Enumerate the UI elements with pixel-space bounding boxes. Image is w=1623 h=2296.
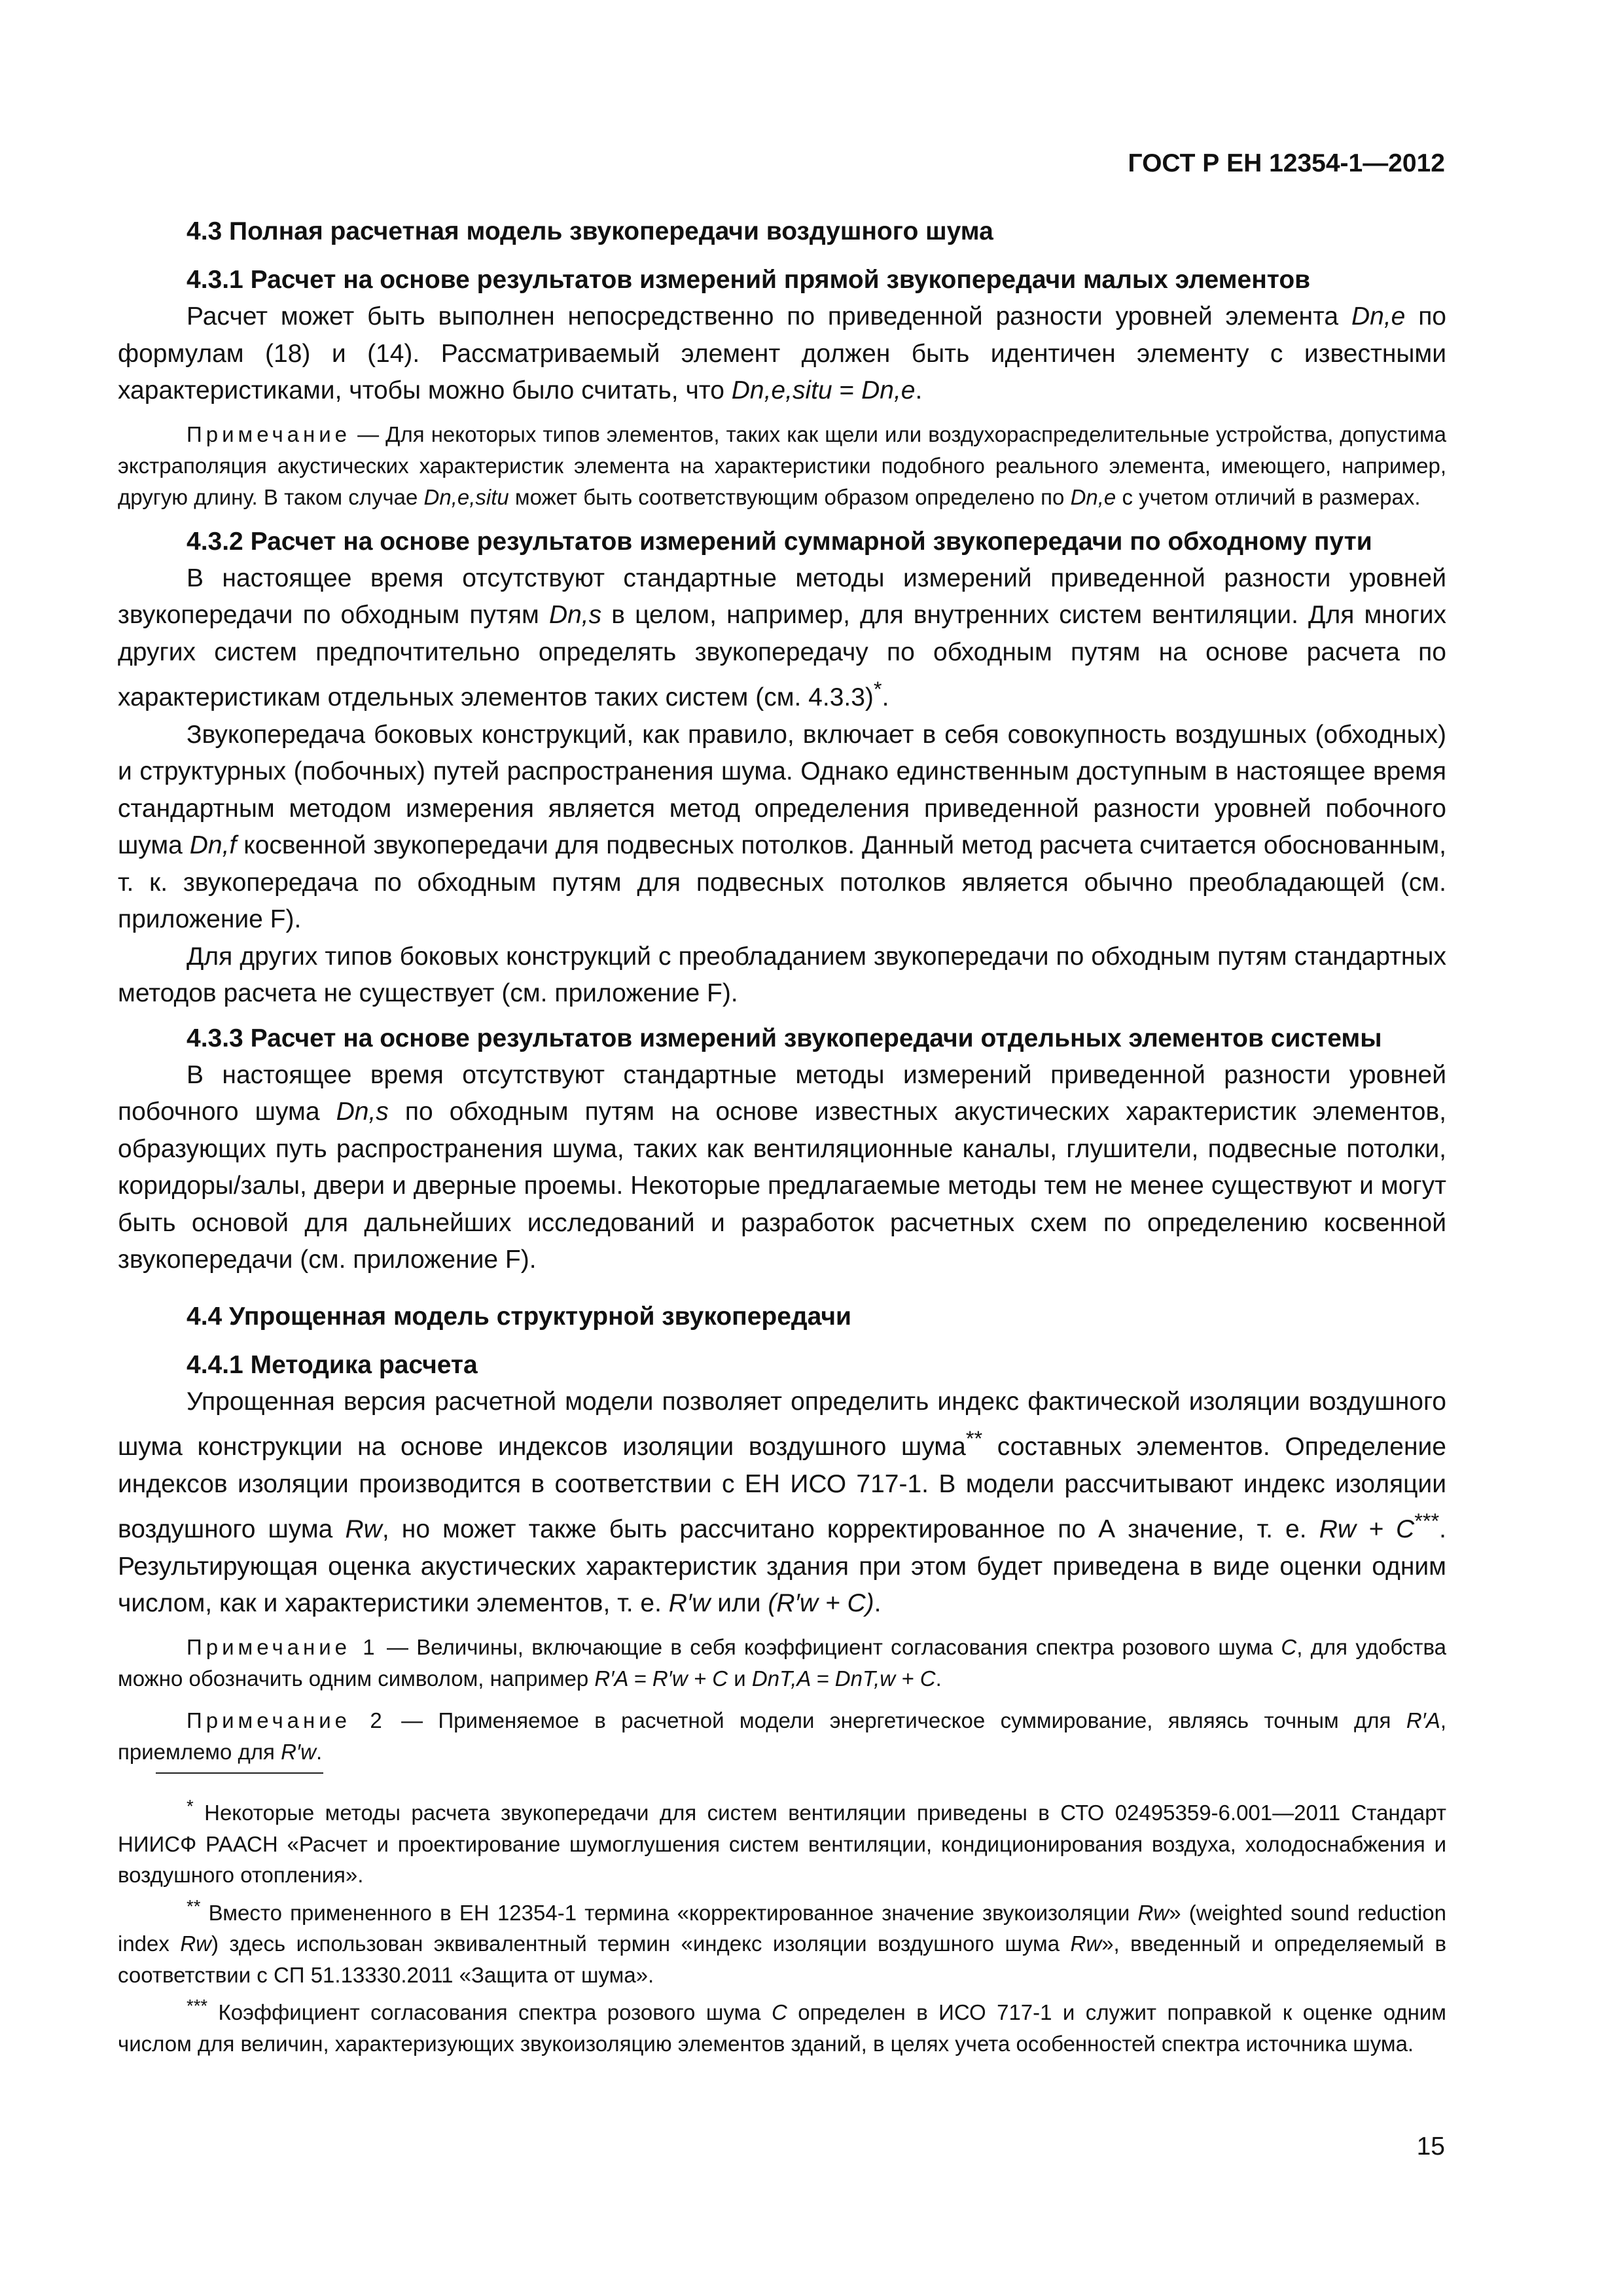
page-body: [118, 204, 1446, 1778]
page-number: 15: [1416, 2132, 1445, 2161]
paragraph: Расчет может быть выполнен непосредственно по приведенной разности уровней элемента Dn,e по формулам (18) и (14). Рассматриваемый элемент должен быть идентичен элементу с известными характеристиками, чтобы можно было считать, что Dn,e,situ = Dn,e.: [118, 302, 1446, 404]
note: Примечание 1 — Величины, включающие в себя коэффициент согласования спектра розового шума C, для удобства можно обозначить одним символом, например R′A = R′w + C и DnT,A = DnT,w + C.: [118, 1634, 1447, 1691]
footnote-mark: **: [965, 1427, 983, 1450]
footnote-mark: *: [873, 677, 882, 701]
note: Примечание 2 — Применяемое в расчетной модели энергетическое суммирование, являясь точным для R′A, приемлемо для R′w.: [118, 1708, 1447, 1764]
footnote: ** Вместо примененного в ЕН 12354-1 термина «корректированное значение звукоизоляции Rw» (weighted sound reduction index Rw) здесь использован эквивалентный термин «индекс изоляции воздушного шума Rw», введенный и определяемый в соответствии с СП 51.13330.2011 «Защита от шума».: [118, 1895, 1446, 1987]
section-4-3-2-title: 4.3.2 Расчет на основе результатов измерений суммарной звукопередачи по обходному пути: [187, 527, 1372, 556]
section-4-4-title: 4.4 Упрощенная модель структурной звукопередачи: [187, 1302, 852, 1331]
paragraph: В настоящее время отсутствуют стандартные методы измерений приведенной разности уровней звукопередачи по обходным путям Dn,s в целом, например, для внутренних систем вентиляции. Для многих других систем предпочтительно определять звукопередачу по обходным путям на основе расчета по характеристикам отдельных элементов таких систем (см. 4.3.3)*.: [118, 564, 1446, 711]
document-code: ГОСТ Р ЕН 12354-1—2012: [1128, 149, 1445, 177]
footnote-divider: [156, 1772, 323, 1774]
paragraph: Упрощенная версия расчетной модели позволяет определить индекс фактической изоляции воздушного шума конструкции на основе индексов изоляции воздушного шума** составных элементов. Определение индексов изоляции производится в соответствии с ЕН ИСО 717-1. В модели рассчитывают индекс изоляции воздушного шума Rw, но может также быть рассчитано корректированное по А значение, т. е. Rw + C***. Результирующая оценка акустических характеристик здания при этом будет приведена в виде оценки одним числом, как и характеристики элементов, т. е. R′w или (R′w + C).: [118, 1387, 1446, 1617]
paragraph: Звукопередача боковых конструкций, как правило, включает в себя совокупность воздушных (обходных) и структурных (побочных) путей распространения шума. Однако единственным доступным в настоящее время стандартным методом измерения является метод определения приведенной разности уровней побочного шума Dn,f косвенной звукопередачи для подвесных потолков. Данный метод расчета считается обоснованным, т. к. звукопередача по обходным путям для подвесных потолков является обычно преобладающей (см. приложение F).: [118, 720, 1446, 933]
section-4-3-title: 4.3 Полная расчетная модель звукопередачи воздушного шума: [187, 217, 993, 245]
footnote: *** Коэффициент согласования спектра розового шума C определен в ИСО 717-1 и служит поправкой к оценке одним числом для величин, характеризующих звукоизоляцию элементов зданий, в целях учета особенностей спектра источника шума.: [118, 1996, 1446, 2056]
paragraph: В настоящее время отсутствуют стандартные методы измерений приведенной разности уровней побочного шума Dn,s по обходным путям на основе известных акустических характеристик элементов, образующих путь распространения шума, таких как вентиляционные каналы, глушители, подвесные потолки, коридоры/залы, двери и дверные проемы. Некоторые предлагаемые методы тем не менее существуют и могут быть основой для дальнейших исследований и разработок расчетных схем по определению косвенной звукопередачи (см. приложение F).: [118, 1060, 1447, 1274]
note: Примечание — Для некоторых типов элементов, таких как щели или воздухораспределительные устройства, допустима экстраполяция акустических характеристик элемента на характеристики подобного реального элемента, имеющего, например, другую длину. В таком случае Dn,e,situ может быть соответствующим образом определено по Dn,e с учетом отличий в размерах.: [118, 422, 1446, 509]
footnote: * Некоторые методы расчета звукопередачи для систем вентиляции приведены в СТО 02495359-6.001—2011 Стандарт НИИСФ РААСН «Расчет и проектирование шумоглушения систем вентиляции, кондиционирования воздуха, холодоснабжения и воздушного отопления».: [118, 1796, 1446, 1887]
footnote-mark: ***: [1414, 1509, 1440, 1533]
paragraph: Для других типов боковых конструкций с преобладанием звукопередачи по обходным путям стандартных методов расчета не существует (см. приложение F).: [118, 942, 1446, 1007]
section-4-3-1-title: 4.3.1 Расчет на основе результатов измерений прямой звукопередачи малых элементов: [187, 266, 1311, 294]
footnotes: [118, 1772, 1446, 2059]
section-4-3-3-title: 4.3.3 Расчет на основе результатов измерений звукопередачи отдельных элементов системы: [187, 1024, 1382, 1052]
section-4-4-1-title: 4.4.1 Методика расчета: [187, 1350, 478, 1379]
